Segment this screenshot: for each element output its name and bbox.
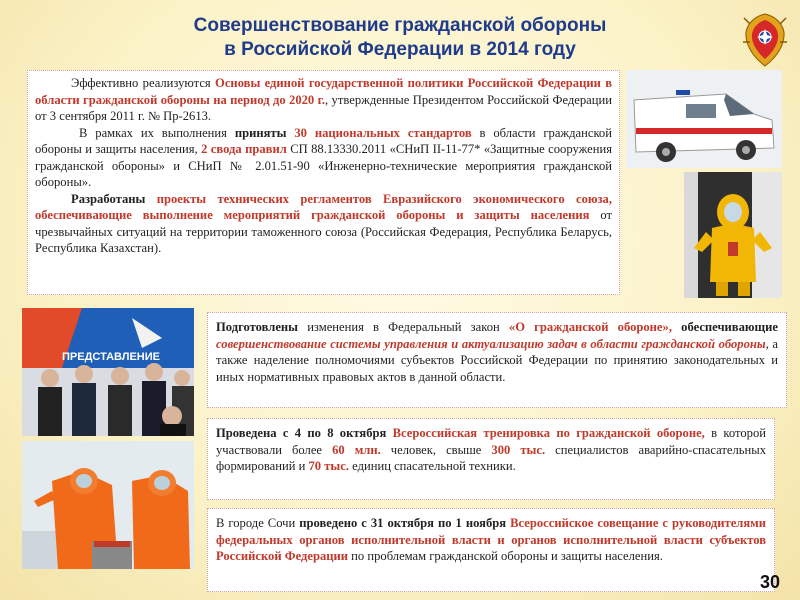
text-run: от чрезвычайных ситуаций на территории таможенного союза (Российская Федерация, Республика Беларусь, Республика Казахстан).: [35, 208, 612, 255]
text-run: в области гражданской обороны и защиты населения,: [35, 125, 612, 156]
highlight-basics: Основы единой государственной политики Российской Федерации в области гражданской обороны на период до 2020 г.: [35, 76, 612, 107]
text-block-standards: [27, 70, 620, 295]
text-run: СП 88.13330.2011 «СНиП II-11-77* «Защитные сооружения гражданской обороны» и СНиП № 2.01.51-90 «Инженерно-технические мероприятия гражданской обороны».: [35, 142, 613, 189]
protective-suit-image: [684, 172, 782, 298]
paragraph-regulations: [35, 191, 612, 257]
highlight-meeting-dates: проведено с 31 октября по 1 ноября: [299, 516, 507, 530]
text-run: по проблемам гражданской обороны и защиты населения.: [348, 549, 663, 563]
highlight-participants: 60 млн.: [332, 442, 381, 457]
orange-suits-image: [22, 441, 194, 569]
text-block-training: [207, 418, 775, 500]
text-run: В городе Сочи: [216, 516, 300, 530]
banner-text: ПРЕДСТАВЛЕНИЕ: [62, 351, 160, 363]
title-line-2: в Российской Федерации в 2014 году: [224, 39, 576, 60]
text-run: человек, свыше: [380, 442, 492, 457]
highlight-equipment: 70 тыс.: [308, 459, 349, 473]
text-run: изменения в Федеральный закон: [298, 320, 509, 334]
title-line-1: Совершенствование гражданской обороны: [193, 15, 607, 36]
paragraph-sochi-meeting: [216, 515, 766, 565]
highlight-specialists: 300 тыс.: [491, 442, 546, 457]
highlight-law-title: «О гражданской обороне»,: [508, 320, 672, 334]
highlight-prepared: Подготовлены: [216, 320, 299, 334]
text-block-federal-law: [207, 312, 787, 408]
rescue-van-image: [626, 70, 782, 168]
emchs-emblem-icon: [742, 12, 788, 68]
highlight-management: совершенствование системы управления и актуализацию задач в области гражданской обороны: [216, 336, 766, 351]
text-run: единиц спасательной техники.: [349, 459, 516, 473]
highlight-meeting-name: Всероссийское совещание с руководителями федеральных органов исполнительной власти и органов исполнительной власти субъектов Российской Федерации: [216, 516, 766, 563]
highlight-regulations: проекты технических регламентов Евразийского экономического союза, обеспечивающие выполнение мероприятий гражданской обороны и защиты населения: [35, 191, 612, 222]
highlight-codes: 2 свода правил: [201, 142, 287, 156]
text-run: специалистов аварийно-спасательных формирований и: [216, 442, 767, 473]
text-block-sochi-meeting: [207, 508, 775, 592]
highlight-ensuring: обеспечивающие: [671, 320, 779, 334]
paragraph-standards: [35, 125, 612, 191]
text-run: Эффективно реализуются: [71, 76, 216, 90]
paragraph-federal-law: [216, 319, 778, 385]
photo-rescue-van: [626, 70, 782, 168]
highlight-standards: 30 национальных стандартов: [294, 125, 472, 140]
officials-image: [22, 308, 194, 436]
photo-orange-suits: [22, 441, 194, 569]
photo-officials: [22, 308, 194, 436]
highlight-adopted: приняты: [234, 125, 295, 140]
page-title: [120, 14, 680, 62]
highlight-training-name: Всероссийская тренировка по гражданской обороне,: [392, 426, 705, 440]
text-run: , а также наделение полномочиями субъектов Российской Федерации по принятию законодательных и иных нормативных правовых актов в данной области.: [216, 336, 778, 384]
text-run: в которой участвовали более: [216, 426, 766, 457]
photo-protective-suit: [684, 172, 782, 298]
text-run: , утвержденные Президентом Российской Федерации от 3 сентября 2011 г. № Пр-2613.: [35, 92, 612, 123]
highlight-training-dates: Проведена с 4 по 8 октября: [216, 426, 387, 440]
highlight-developed: Разработаны: [71, 191, 157, 206]
paragraph-basics: [35, 75, 612, 125]
page-number: 30: [760, 572, 781, 592]
paragraph-training: [216, 425, 766, 475]
text-run: В рамках их выполнения: [79, 125, 235, 140]
